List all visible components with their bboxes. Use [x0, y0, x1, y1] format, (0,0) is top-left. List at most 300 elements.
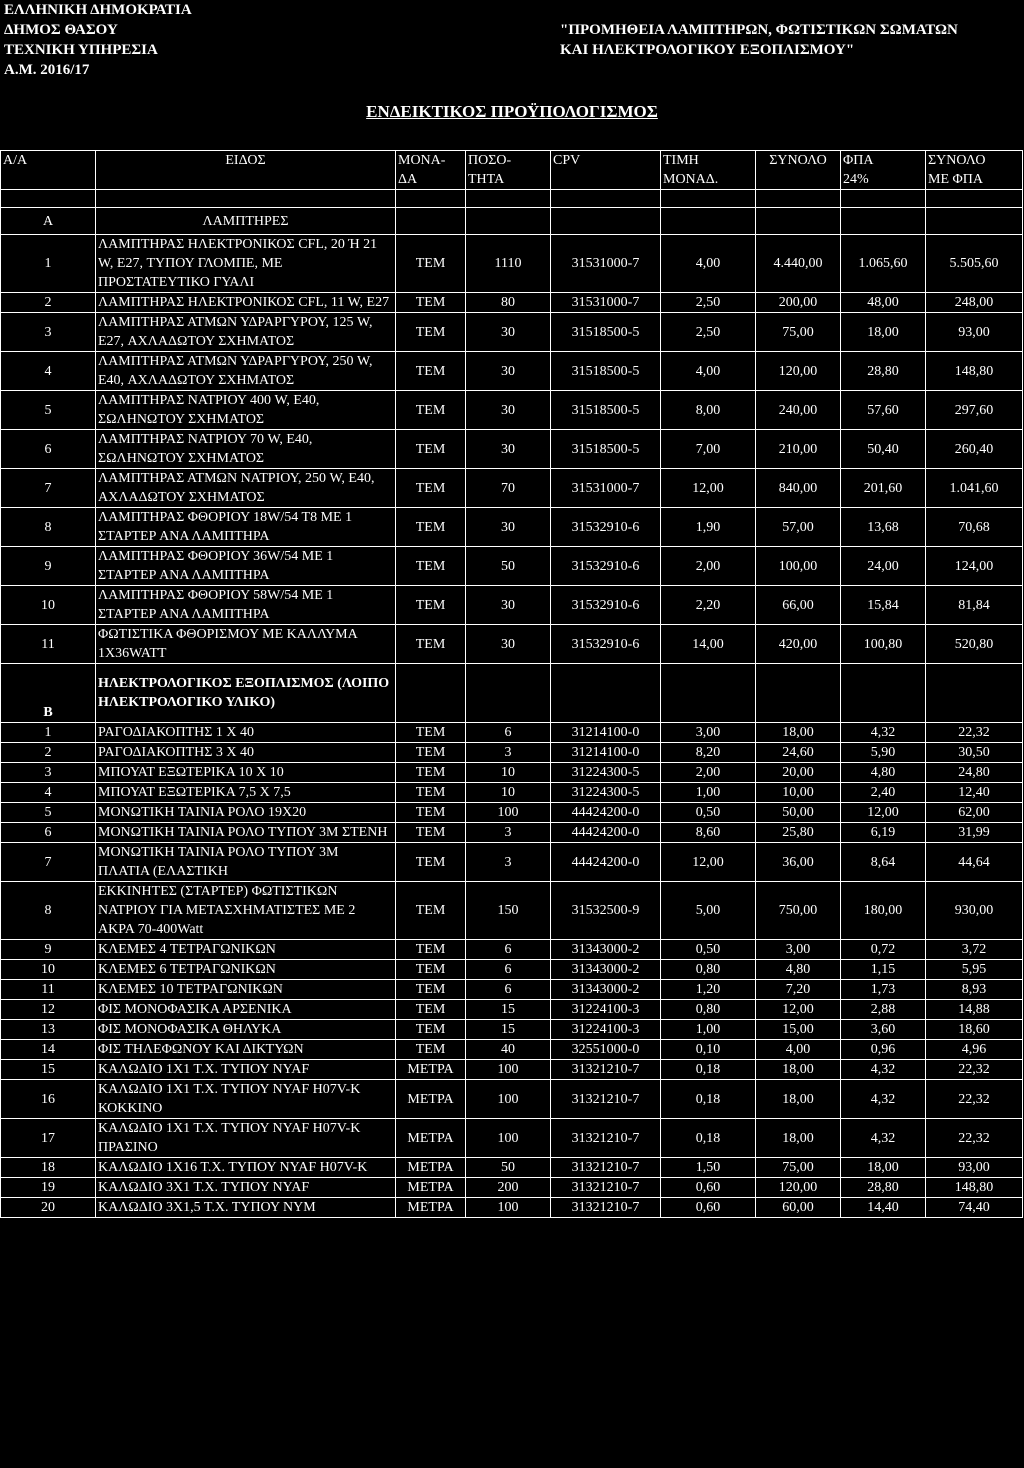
section-a-row [1, 208, 1023, 235]
item-unit-price: 1,90 [661, 508, 756, 547]
item-number: 1 [1, 235, 96, 293]
item-unit: ΜΕΤΡΑ [396, 1158, 466, 1178]
item-number: 19 [1, 1178, 96, 1198]
item-total-with-vat: 30,50 [926, 743, 1023, 763]
table-row [1, 547, 1023, 586]
item-total: 20,00 [756, 763, 841, 783]
item-quantity: 3 [466, 823, 551, 843]
item-unit: ΤΕΜ [396, 293, 466, 313]
item-cpv: 31518500-5 [551, 352, 661, 391]
item-description: ΦΙΣ ΤΗΛΕΦΩΝΟΥ ΚΑΙ ΔΙΚΤΥΩΝ [96, 1040, 396, 1060]
item-quantity: 15 [466, 1000, 551, 1020]
item-total-with-vat: 24,80 [926, 763, 1023, 783]
item-quantity: 6 [466, 940, 551, 960]
item-cpv: 44424200-0 [551, 803, 661, 823]
item-number: 7 [1, 843, 96, 882]
item-cpv: 31321210-7 [551, 1198, 661, 1218]
item-total: 25,80 [756, 823, 841, 843]
item-quantity: 100 [466, 1119, 551, 1158]
item-total-with-vat: 70,68 [926, 508, 1023, 547]
item-unit-price: 0,60 [661, 1198, 756, 1218]
item-total: 18,00 [756, 1060, 841, 1080]
item-total: 18,00 [756, 723, 841, 743]
item-quantity: 6 [466, 723, 551, 743]
item-number: 17 [1, 1119, 96, 1158]
table-row [1, 1178, 1023, 1198]
item-unit-price: 4,00 [661, 352, 756, 391]
item-number: 6 [1, 430, 96, 469]
item-total-with-vat: 124,00 [926, 547, 1023, 586]
col-header-monada: ΜΟΝΑ- ΔΑ [396, 151, 466, 190]
item-description: ΜΟΝΩΤΙΚΗ ΤΑΙΝΙΑ ΡΟΛΟ ΤΥΠΟΥ 3Μ ΣΤΕΝΗ [96, 823, 396, 843]
item-unit: ΜΕΤΡΑ [396, 1060, 466, 1080]
item-unit: ΤΕΜ [396, 843, 466, 882]
page-title: ΕΝΔΕΙΚΤΙΚΟΣ ΠΡΟΫΠΟΛΟΓΙΣΜΟΣ [366, 102, 658, 121]
item-cpv: 44424200-0 [551, 843, 661, 882]
item-unit-price: 0,60 [661, 1178, 756, 1198]
item-quantity: 30 [466, 430, 551, 469]
issuer-line: ΔΗΜΟΣ ΘΑΣΟΥ [4, 22, 118, 38]
item-unit: ΜΕΤΡΑ [396, 1198, 466, 1218]
item-vat: 100,80 [841, 625, 926, 664]
item-total: 50,00 [756, 803, 841, 823]
item-description: ΡΑΓΟΔΙΑΚΟΠΤΗΣ 1 Χ 40 [96, 723, 396, 743]
item-cpv: 31321210-7 [551, 1178, 661, 1198]
item-unit: ΤΕΜ [396, 1040, 466, 1060]
item-unit: ΤΕΜ [396, 1020, 466, 1040]
item-unit: ΜΕΤΡΑ [396, 1178, 466, 1198]
item-quantity: 30 [466, 391, 551, 430]
item-number: 7 [1, 469, 96, 508]
item-vat: 57,60 [841, 391, 926, 430]
table-row [1, 803, 1023, 823]
item-total-with-vat: 93,00 [926, 1158, 1023, 1178]
item-description: ΛΑΜΠΤΗΡΑΣ ΝΑΤΡΙΟΥ 400 W, E40, ΣΩΛΗΝΩΤΟΥ ΣΧΗΜΑΤΟΣ [96, 391, 396, 430]
item-total-with-vat: 22,32 [926, 1060, 1023, 1080]
item-description: ΦΩΤΙΣΤΙΚΑ ΦΘΟΡΙΣΜΟΥ ΜΕ ΚΑΛΛΥΜΑ 1Χ36WATT [96, 625, 396, 664]
item-cpv: 31224100-3 [551, 1020, 661, 1040]
item-number: 16 [1, 1080, 96, 1119]
item-description: ΚΑΛΩΔΙΟ 3Χ1 Τ.Χ. ΤΥΠΟΥ NYAF [96, 1178, 396, 1198]
item-total-with-vat: 5,95 [926, 960, 1023, 980]
item-vat: 0,72 [841, 940, 926, 960]
item-unit-price: 5,00 [661, 882, 756, 940]
item-number: 14 [1, 1040, 96, 1060]
item-unit-price: 2,20 [661, 586, 756, 625]
item-cpv: 31518500-5 [551, 313, 661, 352]
item-unit-price: 0,50 [661, 940, 756, 960]
table-row [1, 1158, 1023, 1178]
item-unit: ΤΕΜ [396, 723, 466, 743]
item-unit: ΜΕΤΡΑ [396, 1119, 466, 1158]
item-quantity: 40 [466, 1040, 551, 1060]
item-total-with-vat: 22,32 [926, 1119, 1023, 1158]
item-number: 11 [1, 980, 96, 1000]
item-quantity: 10 [466, 763, 551, 783]
item-total: 4.440,00 [756, 235, 841, 293]
item-total: 7,20 [756, 980, 841, 1000]
item-cpv: 44424200-0 [551, 823, 661, 843]
table-row [1, 352, 1023, 391]
item-vat: 201,60 [841, 469, 926, 508]
item-vat: 2,40 [841, 783, 926, 803]
item-quantity: 3 [466, 743, 551, 763]
item-number: 9 [1, 940, 96, 960]
item-description: ΛΑΜΠΤΗΡΑΣ ΑΤΜΩΝ ΥΔΡΑΡΓΥΡΟΥ, 250 W, E40, ΑΧΛΑΔΩΤΟΥ ΣΧΗΜΑΤΟΣ [96, 352, 396, 391]
table-row [1, 763, 1023, 783]
section-code: Α [1, 208, 96, 235]
item-quantity: 30 [466, 508, 551, 547]
item-number: 3 [1, 313, 96, 352]
item-cpv: 31214100-0 [551, 723, 661, 743]
table-row [1, 843, 1023, 882]
item-quantity: 3 [466, 843, 551, 882]
item-quantity: 100 [466, 1198, 551, 1218]
spacer-row [1, 190, 1023, 208]
item-quantity: 10 [466, 783, 551, 803]
item-unit-price: 12,00 [661, 843, 756, 882]
item-vat: 8,64 [841, 843, 926, 882]
item-vat: 28,80 [841, 1178, 926, 1198]
table-row [1, 783, 1023, 803]
item-total-with-vat: 1.041,60 [926, 469, 1023, 508]
item-total-with-vat: 44,64 [926, 843, 1023, 882]
item-description: ΚΑΛΩΔΙΟ 1Χ1 Τ.Χ. ΤΥΠΟΥ NYAF H07V-K ΠΡΑΣΙΝΟ [96, 1119, 396, 1158]
item-unit: ΤΕΜ [396, 313, 466, 352]
item-total-with-vat: 12,40 [926, 783, 1023, 803]
item-total-with-vat: 930,00 [926, 882, 1023, 940]
table-row [1, 1080, 1023, 1119]
item-unit-price: 2,00 [661, 547, 756, 586]
item-total: 840,00 [756, 469, 841, 508]
item-unit-price: 7,00 [661, 430, 756, 469]
item-total-with-vat: 3,72 [926, 940, 1023, 960]
item-vat: 2,88 [841, 1000, 926, 1020]
item-total: 57,00 [756, 508, 841, 547]
item-number: 5 [1, 391, 96, 430]
table-row [1, 743, 1023, 763]
table-row [1, 508, 1023, 547]
item-description: ΛΑΜΠΤΗΡΑΣ ΗΛΕΚΤΡΟΝΙΚΟΣ CFL, 11 W, E27 [96, 293, 396, 313]
col-header-synolo: ΣΥΝΟΛΟ [756, 151, 841, 190]
item-cpv: 32551000-0 [551, 1040, 661, 1060]
item-vat: 180,00 [841, 882, 926, 940]
item-total: 420,00 [756, 625, 841, 664]
item-unit-price: 1,00 [661, 783, 756, 803]
item-description: ΛΑΜΠΤΗΡΑΣ ΗΛΕΚΤΡΟΝΙΚΟΣ CFL, 20 Ή 21 W, E27, ΤΥΠΟΥ ΓΛΟΜΠΕ, ΜΕ ΠΡΟΣΤΑΤΕΥΤΙΚΟ ΓΥΑΛΙ [96, 235, 396, 293]
table-row [1, 625, 1023, 664]
item-unit: ΤΕΜ [396, 352, 466, 391]
item-vat: 6,19 [841, 823, 926, 843]
col-header-posotita: ΠΟΣΟ- ΤΗΤΑ [466, 151, 551, 190]
table-row [1, 586, 1023, 625]
item-unit-price: 1,00 [661, 1020, 756, 1040]
item-vat: 50,40 [841, 430, 926, 469]
col-header-synolo-fpa: ΣΥΝΟΛΟ ΜΕ ΦΠΑ [926, 151, 1023, 190]
item-cpv: 31518500-5 [551, 430, 661, 469]
item-quantity: 200 [466, 1178, 551, 1198]
item-description: ΛΑΜΠΤΗΡΑΣ ΦΘΟΡΙΟΥ 18W/54 T8 ΜΕ 1 ΣΤΑΡΤΕΡ ΑΝΑ ΛΑΜΠΤΗΡΑ [96, 508, 396, 547]
item-total-with-vat: 31,99 [926, 823, 1023, 843]
item-total-with-vat: 297,60 [926, 391, 1023, 430]
project-title-block [560, 20, 958, 60]
issuer-line: ΕΛΛΗΝΙΚΗ ΔΗΜΟΚΡΑΤΙΑ [4, 2, 192, 18]
item-unit-price: 3,00 [661, 723, 756, 743]
item-vat: 1.065,60 [841, 235, 926, 293]
item-cpv: 31321210-7 [551, 1158, 661, 1178]
item-total: 75,00 [756, 313, 841, 352]
table-row [1, 1198, 1023, 1218]
item-total: 750,00 [756, 882, 841, 940]
item-cpv: 31321210-7 [551, 1119, 661, 1158]
item-unit-price: 14,00 [661, 625, 756, 664]
item-vat: 4,32 [841, 1080, 926, 1119]
table-row [1, 235, 1023, 293]
item-vat: 4,80 [841, 763, 926, 783]
item-quantity: 30 [466, 313, 551, 352]
item-cpv: 31518500-5 [551, 391, 661, 430]
item-cpv: 31224100-3 [551, 1000, 661, 1020]
item-unit: ΤΕΜ [396, 235, 466, 293]
item-unit-price: 12,00 [661, 469, 756, 508]
item-quantity: 100 [466, 1080, 551, 1119]
item-quantity: 6 [466, 960, 551, 980]
item-unit: ΤΕΜ [396, 763, 466, 783]
item-number: 4 [1, 783, 96, 803]
item-total: 18,00 [756, 1119, 841, 1158]
item-unit-price: 0,10 [661, 1040, 756, 1060]
item-description: ΜΠΟΥΑΤ ΕΞΩΤΕΡΙΚΑ 7,5 Χ 7,5 [96, 783, 396, 803]
item-number: 2 [1, 293, 96, 313]
item-total: 12,00 [756, 1000, 841, 1020]
item-unit-price: 0,50 [661, 803, 756, 823]
item-total: 120,00 [756, 1178, 841, 1198]
item-number: 11 [1, 625, 96, 664]
item-unit: ΤΕΜ [396, 803, 466, 823]
table-row [1, 1020, 1023, 1040]
item-number: 3 [1, 763, 96, 783]
issuer-block [4, 0, 192, 80]
item-quantity: 50 [466, 547, 551, 586]
table-row [1, 1000, 1023, 1020]
item-number: 6 [1, 823, 96, 843]
col-header-eidos: ΕΙΔΟΣ [96, 151, 396, 190]
item-cpv: 31321210-7 [551, 1080, 661, 1119]
item-unit: ΤΕΜ [396, 1000, 466, 1020]
item-cpv: 31532910-6 [551, 508, 661, 547]
item-vat: 4,32 [841, 1119, 926, 1158]
table-row [1, 1040, 1023, 1060]
table-row [1, 313, 1023, 352]
table-row [1, 469, 1023, 508]
item-unit-price: 0,18 [661, 1119, 756, 1158]
item-unit: ΤΕΜ [396, 743, 466, 763]
item-total-with-vat: 81,84 [926, 586, 1023, 625]
item-description: ΚΑΛΩΔΙΟ 1Χ1 Τ.Χ. ΤΥΠΟΥ NYAF H07V-K ΚΟΚΚΙΝΟ [96, 1080, 396, 1119]
item-number: 18 [1, 1158, 96, 1178]
item-unit: ΤΕΜ [396, 823, 466, 843]
item-quantity: 30 [466, 625, 551, 664]
item-number: 20 [1, 1198, 96, 1218]
item-cpv: 31532910-6 [551, 547, 661, 586]
item-total-with-vat: 148,80 [926, 1178, 1023, 1198]
item-total-with-vat: 148,80 [926, 352, 1023, 391]
item-unit: ΤΕΜ [396, 547, 466, 586]
item-total: 10,00 [756, 783, 841, 803]
item-total-with-vat: 22,32 [926, 723, 1023, 743]
item-quantity: 6 [466, 980, 551, 1000]
item-cpv: 31532910-6 [551, 625, 661, 664]
item-unit-price: 4,00 [661, 235, 756, 293]
item-vat: 18,00 [841, 313, 926, 352]
item-quantity: 100 [466, 1060, 551, 1080]
item-unit: ΤΕΜ [396, 960, 466, 980]
item-cpv: 31343000-2 [551, 940, 661, 960]
item-total: 66,00 [756, 586, 841, 625]
item-description: ΦΙΣ ΜΟΝΟΦΑΣΙΚΑ ΑΡΣΕΝΙΚΑ [96, 1000, 396, 1020]
item-quantity: 70 [466, 469, 551, 508]
section-title: ΛΑΜΠΤΗΡΕΣ [96, 208, 396, 235]
table-row [1, 1119, 1023, 1158]
item-number: 8 [1, 882, 96, 940]
item-description: ΛΑΜΠΤΗΡΑΣ ΦΘΟΡΙΟΥ 36W/54 ΜΕ 1 ΣΤΑΡΤΕΡ ΑΝΑ ΛΑΜΠΤΗΡΑ [96, 547, 396, 586]
item-total-with-vat: 248,00 [926, 293, 1023, 313]
item-unit-price: 8,60 [661, 823, 756, 843]
item-description: ΦΙΣ ΜΟΝΟΦΑΣΙΚΑ ΘΗΛΥΚΑ [96, 1020, 396, 1040]
item-unit-price: 2,50 [661, 313, 756, 352]
item-unit-price: 0,80 [661, 960, 756, 980]
item-total: 120,00 [756, 352, 841, 391]
table-row [1, 430, 1023, 469]
col-header-fpa: ΦΠΑ 24% [841, 151, 926, 190]
item-quantity: 15 [466, 1020, 551, 1040]
item-total-with-vat: 4,96 [926, 1040, 1023, 1060]
item-total: 24,60 [756, 743, 841, 763]
item-description: ΕΚΚΙΝΗΤΕΣ (ΣΤΑΡΤΕΡ) ΦΩΤΙΣΤΙΚΩΝ ΝΑΤΡΙΟΥ ΓΙΑ ΜΕΤΑΣΧΗΜΑΤΙΣΤΕΣ ΜΕ 2 ΑΚΡΑ 70-400Watt [96, 882, 396, 940]
item-number: 5 [1, 803, 96, 823]
item-unit: ΤΕΜ [396, 586, 466, 625]
item-total-with-vat: 8,93 [926, 980, 1023, 1000]
item-total-with-vat: 5.505,60 [926, 235, 1023, 293]
item-unit: ΤΕΜ [396, 882, 466, 940]
item-cpv: 31532910-6 [551, 586, 661, 625]
item-cpv: 31531000-7 [551, 469, 661, 508]
table-row [1, 940, 1023, 960]
item-description: ΚΑΛΩΔΙΟ 1Χ16 Τ.Χ. ΤΥΠΟΥ NYAF H07V-K [96, 1158, 396, 1178]
budget-table [0, 150, 1023, 1218]
item-total-with-vat: 520,80 [926, 625, 1023, 664]
item-total: 15,00 [756, 1020, 841, 1040]
item-total: 60,00 [756, 1198, 841, 1218]
item-unit-price: 0,18 [661, 1080, 756, 1119]
item-cpv: 31224300-5 [551, 783, 661, 803]
item-number: 12 [1, 1000, 96, 1020]
item-description: ΡΑΓΟΔΙΑΚΟΠΤΗΣ 3 Χ 40 [96, 743, 396, 763]
item-vat: 1,15 [841, 960, 926, 980]
item-unit-price: 8,00 [661, 391, 756, 430]
item-cpv: 31343000-2 [551, 960, 661, 980]
item-total-with-vat: 93,00 [926, 313, 1023, 352]
col-header-cpv: CPV [551, 151, 661, 190]
item-cpv: 31531000-7 [551, 293, 661, 313]
item-total-with-vat: 22,32 [926, 1080, 1023, 1119]
item-total: 75,00 [756, 1158, 841, 1178]
item-vat: 12,00 [841, 803, 926, 823]
issuer-line: Α.Μ. 2016/17 [4, 62, 90, 78]
item-vat: 24,00 [841, 547, 926, 586]
item-description: ΚΛΕΜΕΣ 10 ΤΕΤΡΑΓΩΝΙΚΩΝ [96, 980, 396, 1000]
item-total-with-vat: 62,00 [926, 803, 1023, 823]
section-code: Β [1, 664, 96, 723]
section-title: ΗΛΕΚΤΡΟΛΟΓΙΚΟΣ ΕΞΟΠΛΙΣΜΟΣ (ΛΟΙΠΟ ΗΛΕΚΤΡΟΛΟΓΙΚΟ ΥΛΙΚΟ) [96, 664, 396, 723]
item-vat: 4,32 [841, 1060, 926, 1080]
item-description: ΛΑΜΠΤΗΡΑΣ ΑΤΜΩΝ ΥΔΡΑΡΓΥΡΟΥ, 125 W, E27, ΑΧΛΑΔΩΤΟΥ ΣΧΗΜΑΤΟΣ [96, 313, 396, 352]
item-vat: 15,84 [841, 586, 926, 625]
item-unit-price: 0,80 [661, 1000, 756, 1020]
item-unit-price: 2,00 [661, 763, 756, 783]
item-total: 240,00 [756, 391, 841, 430]
item-number: 4 [1, 352, 96, 391]
item-unit: ΤΕΜ [396, 391, 466, 430]
item-cpv: 31531000-7 [551, 235, 661, 293]
item-total-with-vat: 74,40 [926, 1198, 1023, 1218]
item-vat: 3,60 [841, 1020, 926, 1040]
col-header-aa: Α/Α [1, 151, 96, 190]
item-description: ΚΛΕΜΕΣ 6 ΤΕΤΡΑΓΩΝΙΚΩΝ [96, 960, 396, 980]
item-vat: 1,73 [841, 980, 926, 1000]
item-unit: ΤΕΜ [396, 508, 466, 547]
item-vat: 28,80 [841, 352, 926, 391]
table-row [1, 391, 1023, 430]
table-header-row [1, 151, 1023, 190]
item-vat: 14,40 [841, 1198, 926, 1218]
col-header-timi: ΤΙΜΗ ΜΟΝΑΔ. [661, 151, 756, 190]
item-vat: 48,00 [841, 293, 926, 313]
item-cpv: 31343000-2 [551, 980, 661, 1000]
table-row [1, 882, 1023, 940]
item-quantity: 30 [466, 586, 551, 625]
item-unit-price: 2,50 [661, 293, 756, 313]
table-row [1, 723, 1023, 743]
item-description: ΜΟΝΩΤΙΚΗ ΤΑΙΝΙΑ ΡΟΛΟ 19Χ20 [96, 803, 396, 823]
table-row [1, 1060, 1023, 1080]
item-number: 10 [1, 586, 96, 625]
item-total: 3,00 [756, 940, 841, 960]
item-total: 4,00 [756, 1040, 841, 1060]
item-unit: ΜΕΤΡΑ [396, 1080, 466, 1119]
table-row [1, 293, 1023, 313]
item-quantity: 150 [466, 882, 551, 940]
item-quantity: 80 [466, 293, 551, 313]
item-quantity: 30 [466, 352, 551, 391]
item-unit: ΤΕΜ [396, 430, 466, 469]
item-number: 10 [1, 960, 96, 980]
section-b-row [1, 664, 1023, 723]
project-title-line: ΚΑΙ ΗΛΕΚΤΡΟΛΟΓΙΚΟΥ ΕΞΟΠΛΙΣΜΟΥ" [560, 42, 855, 58]
item-cpv: 31532500-9 [551, 882, 661, 940]
item-total: 36,00 [756, 843, 841, 882]
item-number: 2 [1, 743, 96, 763]
item-vat: 0,96 [841, 1040, 926, 1060]
item-unit: ΤΕΜ [396, 469, 466, 508]
item-total: 4,80 [756, 960, 841, 980]
item-total-with-vat: 260,40 [926, 430, 1023, 469]
item-quantity: 50 [466, 1158, 551, 1178]
item-description: ΛΑΜΠΤΗΡΑΣ ΝΑΤΡΙΟΥ 70 W, E40, ΣΩΛΗΝΩΤΟΥ ΣΧΗΜΑΤΟΣ [96, 430, 396, 469]
item-number: 15 [1, 1060, 96, 1080]
issuer-line: ΤΕΧΝΙΚΗ ΥΠΗΡΕΣΙΑ [4, 42, 158, 58]
item-cpv: 31224300-5 [551, 763, 661, 783]
